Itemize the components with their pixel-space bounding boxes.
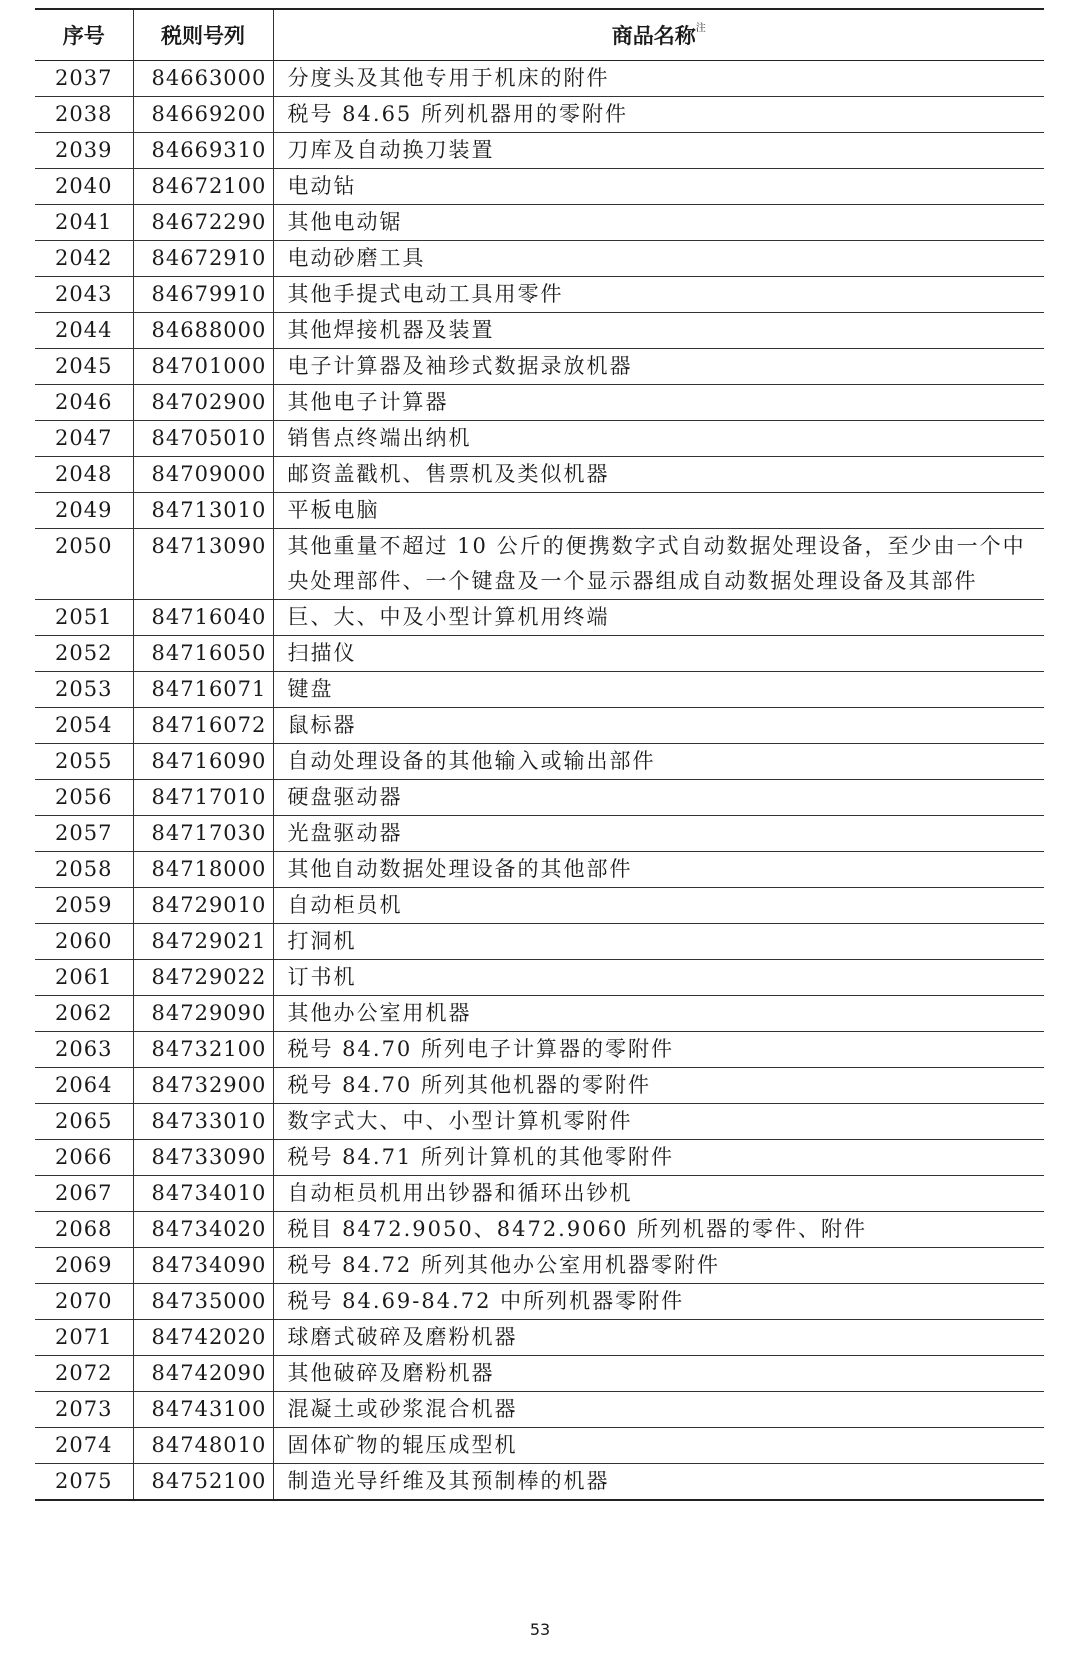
row-code-cell: 84717030 — [133, 816, 273, 852]
table-body — [35, 61, 1044, 1501]
row-name-cell: 打洞机 — [273, 924, 1044, 960]
row-name-cell: 数字式大、中、小型计算机零附件 — [273, 1104, 1044, 1140]
row-code-cell: 84734010 — [133, 1176, 273, 1212]
row-code-cell: 84752100 — [133, 1464, 273, 1501]
row-seq-cell: 2038 — [35, 97, 133, 133]
row-code-cell: 84672290 — [133, 205, 273, 241]
table-row — [35, 744, 1044, 780]
table-row — [35, 1392, 1044, 1428]
row-name-cell: 光盘驱动器 — [273, 816, 1044, 852]
row-seq-cell: 2064 — [35, 1068, 133, 1104]
row-seq-cell: 2067 — [35, 1176, 133, 1212]
table-row — [35, 600, 1044, 636]
row-name-cell: 平板电脑 — [273, 493, 1044, 529]
row-name-cell: 税号 84.65 所列机器用的零附件 — [273, 97, 1044, 133]
row-seq-cell: 2045 — [35, 349, 133, 385]
row-seq-cell: 2052 — [35, 636, 133, 672]
table-row — [35, 385, 1044, 421]
table-row — [35, 241, 1044, 277]
table-row — [35, 421, 1044, 457]
row-seq-cell: 2063 — [35, 1032, 133, 1068]
row-seq-cell: 2054 — [35, 708, 133, 744]
row-seq-cell: 2047 — [35, 421, 133, 457]
table-row — [35, 1068, 1044, 1104]
row-seq-cell: 2037 — [35, 61, 133, 97]
row-name-cell: 自动处理设备的其他输入或输出部件 — [273, 744, 1044, 780]
row-code-cell: 84742090 — [133, 1356, 273, 1392]
row-code-cell: 84713010 — [133, 493, 273, 529]
row-code-cell: 84743100 — [133, 1392, 273, 1428]
row-name-cell: 税号 84.72 所列其他办公室用机器零附件 — [273, 1248, 1044, 1284]
table-row — [35, 313, 1044, 349]
row-code-cell: 84672910 — [133, 241, 273, 277]
row-name-cell: 税号 84.70 所列电子计算器的零附件 — [273, 1032, 1044, 1068]
header-code: 税则号列 — [133, 9, 273, 61]
row-code-cell: 84705010 — [133, 421, 273, 457]
table-header-row — [35, 9, 1044, 61]
row-code-cell: 84733090 — [133, 1140, 273, 1176]
row-name-cell: 订书机 — [273, 960, 1044, 996]
row-code-cell: 84669310 — [133, 133, 273, 169]
table-row — [35, 1104, 1044, 1140]
page-number: 53 — [529, 1620, 551, 1639]
row-seq-cell: 2040 — [35, 169, 133, 205]
table-row — [35, 169, 1044, 205]
row-name-cell: 邮资盖戳机、售票机及类似机器 — [273, 457, 1044, 493]
row-seq-cell: 2060 — [35, 924, 133, 960]
row-seq-cell: 2039 — [35, 133, 133, 169]
row-name-cell: 球磨式破碎及磨粉机器 — [273, 1320, 1044, 1356]
row-seq-cell: 2065 — [35, 1104, 133, 1140]
row-name-cell: 自动柜员机用出钞器和循环出钞机 — [273, 1176, 1044, 1212]
table-row — [35, 1176, 1044, 1212]
row-code-cell: 84735000 — [133, 1284, 273, 1320]
row-name-cell: 其他电动锯 — [273, 205, 1044, 241]
table-row — [35, 277, 1044, 313]
table-row — [35, 672, 1044, 708]
table-row — [35, 1464, 1044, 1501]
row-code-cell: 84709000 — [133, 457, 273, 493]
row-name-cell: 鼠标器 — [273, 708, 1044, 744]
row-code-cell: 84729090 — [133, 996, 273, 1032]
table-row — [35, 1212, 1044, 1248]
row-code-cell: 84701000 — [133, 349, 273, 385]
row-code-cell: 84669200 — [133, 97, 273, 133]
row-seq-cell: 2070 — [35, 1284, 133, 1320]
row-seq-cell: 2051 — [35, 600, 133, 636]
table-row — [35, 1248, 1044, 1284]
table-row — [35, 1284, 1044, 1320]
row-code-cell: 84734090 — [133, 1248, 273, 1284]
row-seq-cell: 2061 — [35, 960, 133, 996]
row-name-cell: 固体矿物的辊压成型机 — [273, 1428, 1044, 1464]
row-seq-cell: 2071 — [35, 1320, 133, 1356]
row-name-cell: 销售点终端出纳机 — [273, 421, 1044, 457]
row-seq-cell: 2066 — [35, 1140, 133, 1176]
row-name-cell: 自动柜员机 — [273, 888, 1044, 924]
row-name-cell: 电动砂磨工具 — [273, 241, 1044, 277]
table-row — [35, 708, 1044, 744]
row-seq-cell: 2056 — [35, 780, 133, 816]
row-seq-cell: 2048 — [35, 457, 133, 493]
row-code-cell: 84663000 — [133, 61, 273, 97]
table-row — [35, 1032, 1044, 1068]
row-name-cell: 硬盘驱动器 — [273, 780, 1044, 816]
row-seq-cell: 2055 — [35, 744, 133, 780]
table-row — [35, 888, 1044, 924]
row-code-cell: 84716090 — [133, 744, 273, 780]
row-name-cell: 其他重量不超过 10 公斤的便携数字式自动数据处理设备，至少由一个中央处理部件、一个键盘及一个显示器组成自动数据处理设备及其部件 — [273, 529, 1044, 600]
table-row — [35, 852, 1044, 888]
row-name-cell: 其他手提式电动工具用零件 — [273, 277, 1044, 313]
row-code-cell: 84716071 — [133, 672, 273, 708]
row-seq-cell: 2075 — [35, 1464, 133, 1501]
row-name-cell: 其他焊接机器及装置 — [273, 313, 1044, 349]
row-seq-cell: 2053 — [35, 672, 133, 708]
table-row — [35, 1428, 1044, 1464]
header-name-label: 商品名称 — [611, 24, 696, 48]
row-seq-cell: 2073 — [35, 1392, 133, 1428]
row-code-cell: 84733010 — [133, 1104, 273, 1140]
table-row — [35, 97, 1044, 133]
row-seq-cell: 2069 — [35, 1248, 133, 1284]
table-row — [35, 493, 1044, 529]
row-name-cell: 电动钻 — [273, 169, 1044, 205]
table-row — [35, 349, 1044, 385]
row-seq-cell: 2059 — [35, 888, 133, 924]
row-code-cell: 84679910 — [133, 277, 273, 313]
row-name-cell: 电子计算器及袖珍式数据录放机器 — [273, 349, 1044, 385]
row-name-cell: 刀库及自动换刀装置 — [273, 133, 1044, 169]
table-row — [35, 780, 1044, 816]
row-name-cell: 其他自动数据处理设备的其他部件 — [273, 852, 1044, 888]
row-name-cell: 分度头及其他专用于机床的附件 — [273, 61, 1044, 97]
row-code-cell: 84742020 — [133, 1320, 273, 1356]
table-row — [35, 1356, 1044, 1392]
row-code-cell: 84729021 — [133, 924, 273, 960]
row-name-cell: 税号 84.69-84.72 中所列机器零附件 — [273, 1284, 1044, 1320]
row-code-cell: 84748010 — [133, 1428, 273, 1464]
row-code-cell: 84672100 — [133, 169, 273, 205]
row-code-cell: 84688000 — [133, 313, 273, 349]
table-row — [35, 1140, 1044, 1176]
row-code-cell: 84713090 — [133, 529, 273, 600]
row-name-cell: 其他电子计算器 — [273, 385, 1044, 421]
table-row — [35, 1320, 1044, 1356]
header-name-footnote-mark: 注 — [695, 23, 706, 34]
row-seq-cell: 2042 — [35, 241, 133, 277]
table-row — [35, 61, 1044, 97]
row-code-cell: 84729010 — [133, 888, 273, 924]
row-seq-cell: 2050 — [35, 529, 133, 600]
row-code-cell: 84734020 — [133, 1212, 273, 1248]
row-name-cell: 税号 84.70 所列其他机器的零附件 — [273, 1068, 1044, 1104]
row-seq-cell: 2058 — [35, 852, 133, 888]
table-row — [35, 529, 1044, 600]
row-code-cell: 84732100 — [133, 1032, 273, 1068]
row-name-cell: 制造光导纤维及其预制棒的机器 — [273, 1464, 1044, 1501]
row-name-cell: 其他破碎及磨粉机器 — [273, 1356, 1044, 1392]
table-row — [35, 816, 1044, 852]
row-name-cell: 混凝土或砂浆混合机器 — [273, 1392, 1044, 1428]
row-seq-cell: 2062 — [35, 996, 133, 1032]
row-name-cell: 税号 84.71 所列计算机的其他零附件 — [273, 1140, 1044, 1176]
row-code-cell: 84716040 — [133, 600, 273, 636]
row-seq-cell: 2044 — [35, 313, 133, 349]
row-code-cell: 84718000 — [133, 852, 273, 888]
row-code-cell: 84732900 — [133, 1068, 273, 1104]
row-name-cell: 其他办公室用机器 — [273, 996, 1044, 1032]
table-row — [35, 960, 1044, 996]
row-name-cell: 键盘 — [273, 672, 1044, 708]
row-seq-cell: 2072 — [35, 1356, 133, 1392]
row-seq-cell: 2057 — [35, 816, 133, 852]
row-code-cell: 84716050 — [133, 636, 273, 672]
row-name-cell: 扫描仪 — [273, 636, 1044, 672]
header-name — [273, 9, 1044, 61]
header-seq: 序号 — [35, 9, 133, 61]
table-row — [35, 996, 1044, 1032]
row-code-cell: 84702900 — [133, 385, 273, 421]
row-seq-cell: 2068 — [35, 1212, 133, 1248]
row-seq-cell: 2049 — [35, 493, 133, 529]
row-code-cell: 84717010 — [133, 780, 273, 816]
row-code-cell: 84716072 — [133, 708, 273, 744]
row-name-cell: 巨、大、中及小型计算机用终端 — [273, 600, 1044, 636]
table-row — [35, 636, 1044, 672]
row-seq-cell: 2074 — [35, 1428, 133, 1464]
row-code-cell: 84729022 — [133, 960, 273, 996]
table-row — [35, 924, 1044, 960]
row-seq-cell: 2046 — [35, 385, 133, 421]
row-seq-cell: 2043 — [35, 277, 133, 313]
table-row — [35, 457, 1044, 493]
table-row — [35, 133, 1044, 169]
table-row — [35, 205, 1044, 241]
row-name-cell: 税目 8472.9050、8472.9060 所列机器的零件、附件 — [273, 1212, 1044, 1248]
row-seq-cell: 2041 — [35, 205, 133, 241]
tariff-table — [35, 8, 1044, 1501]
